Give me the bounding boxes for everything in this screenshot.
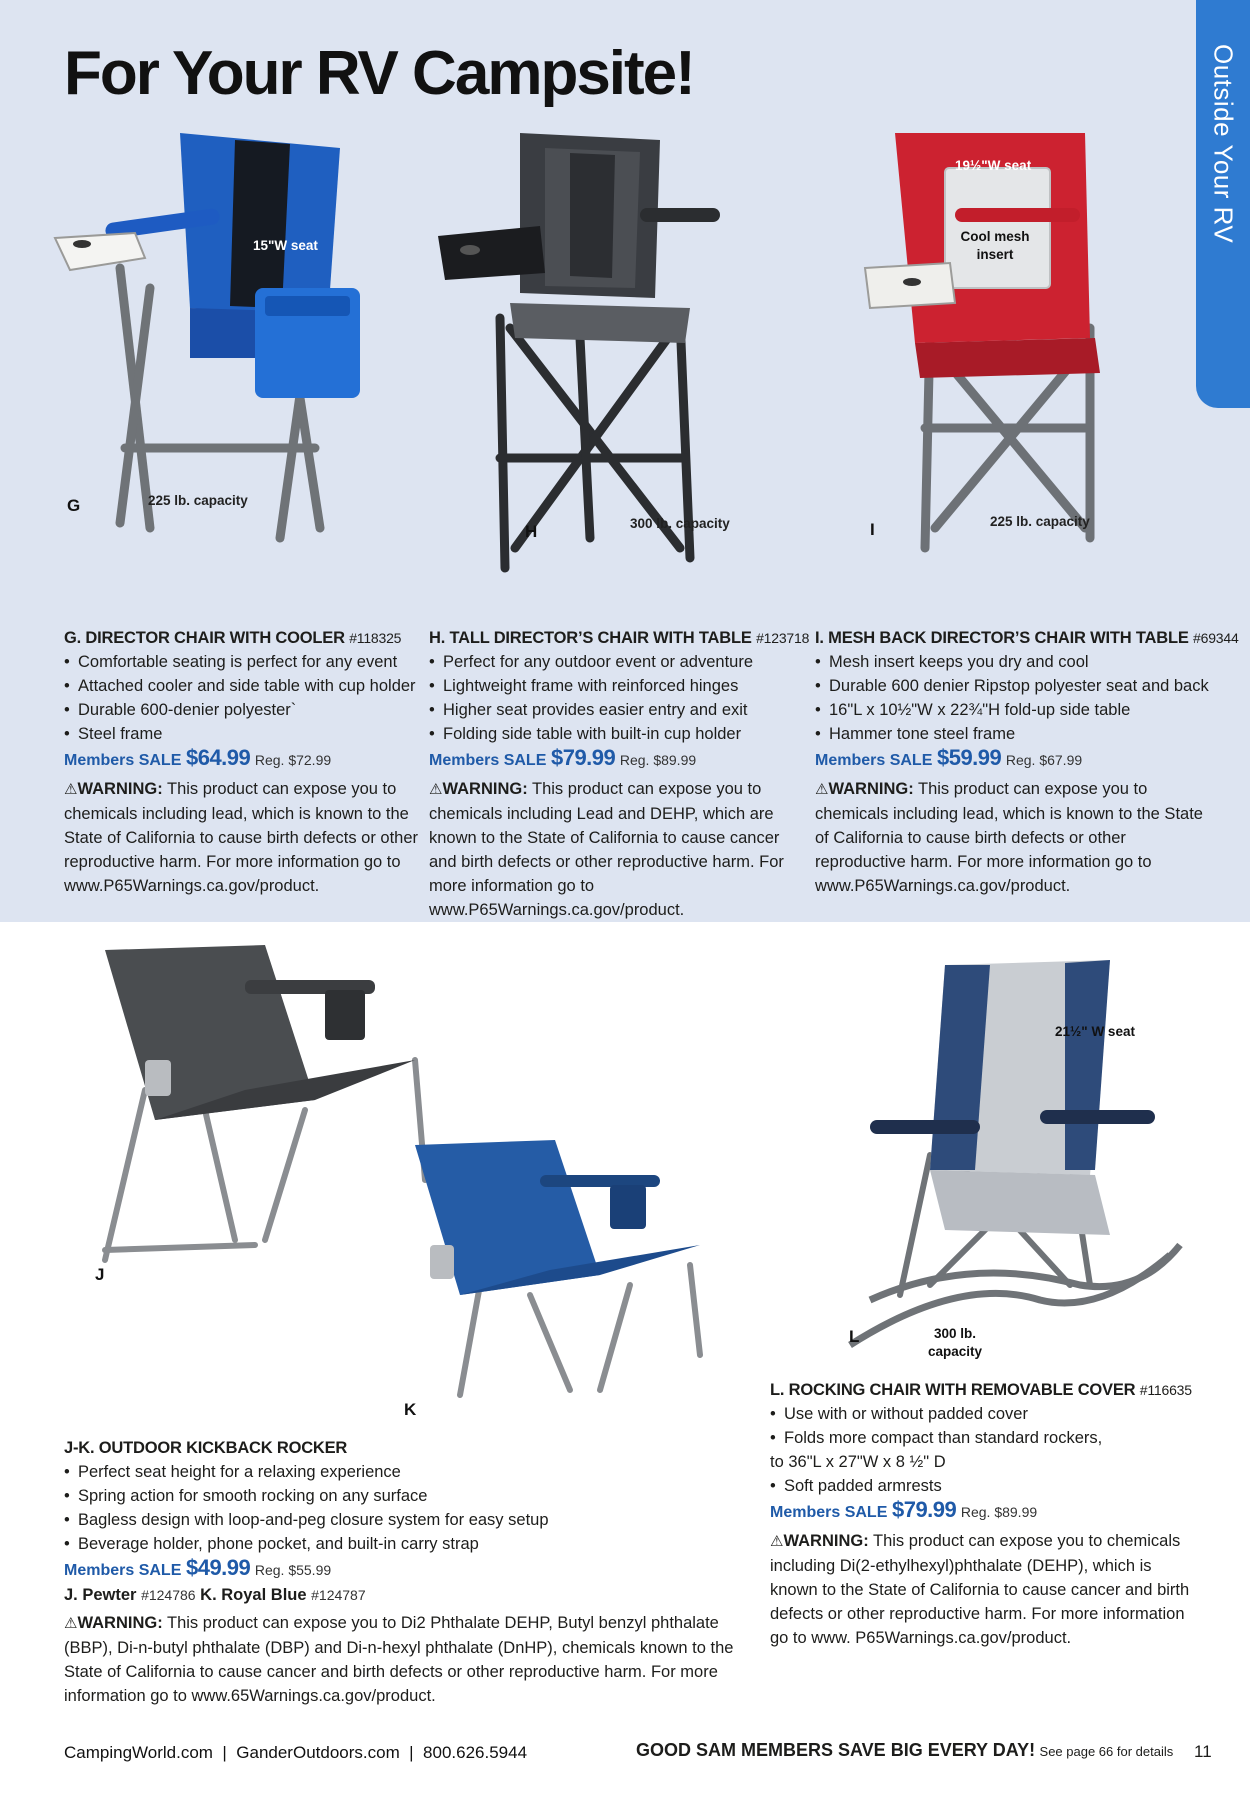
warning-text: This product can expose you to chemicals including lead, which is known to the State of California to cause birth defects or other reproductive harm. For more information go to www.P65Warnings.ca.gov/product. (815, 780, 1203, 895)
chair-i-seat-label: 19½"W seat (955, 158, 1032, 173)
regular-price: Reg. $67.99 (1005, 752, 1083, 768)
list-item: • Folding side table with built-in cup holder (429, 722, 809, 746)
regular-price: Reg. $55.99 (254, 1562, 332, 1578)
regular-price: Reg. $72.99 (254, 752, 332, 768)
variant-k-sku: #124787 (311, 1587, 366, 1603)
list-item: • Higher seat provides easier entry and exit (429, 698, 809, 722)
sale-price: $79.99 (891, 1497, 957, 1522)
chair-h-image (430, 128, 810, 578)
product-i-info (815, 626, 1239, 898)
sale-price: $49.99 (185, 1555, 251, 1580)
list-item: • Durable 600-denier polyester` (64, 698, 444, 722)
side-tab-label: Outside Your RV (1208, 44, 1239, 244)
list-item: • Lightweight frame with reinforced hinges (429, 674, 809, 698)
members-sale-label: Members SALE (64, 752, 182, 769)
chair-k-image (400, 1135, 730, 1405)
chair-h-letter: H (525, 522, 538, 541)
footer-links: CampingWorld.com | GanderOutdoors.com | 800.626.5944 (64, 1743, 528, 1762)
warning-label: WARNING: (77, 1614, 163, 1632)
warning-label: WARNING: (442, 780, 528, 798)
product-i-sku: #69344 (1193, 630, 1239, 646)
footer-tagline: GOOD SAM MEMBERS SAVE BIG EVERY DAY! (636, 1740, 1036, 1760)
warning-icon: ⚠ (64, 781, 78, 798)
product-jk-warning (64, 1611, 744, 1708)
warning-text: This product can expose you to chemicals including Di(2-ethylhexyl)phthalate (DEHP), which is known to the State of California to cause cancer and birth defects or other reproductive harm. For more information go to www. P65Warnings.ca.gov/product. (770, 1532, 1190, 1647)
footer-details: See page 66 for details (1039, 1744, 1174, 1759)
variant-j-sku: #124786 (141, 1587, 196, 1603)
product-g-title: G. DIRECTOR CHAIR WITH COOLER (64, 629, 345, 647)
chair-l-seat-label: 21½" W seat (1055, 1024, 1135, 1039)
product-i-price (815, 746, 1215, 773)
warning-icon: ⚠ (770, 1533, 784, 1550)
product-l-info (770, 1378, 1210, 1650)
warning-icon: ⚠ (64, 1615, 78, 1632)
chair-l-image (840, 955, 1200, 1375)
product-jk-variants (64, 1583, 754, 1607)
warning-icon: ⚠ (815, 781, 829, 798)
product-l-sku: #116635 (1139, 1382, 1192, 1398)
warning-label: WARNING: (783, 1532, 869, 1550)
product-i-title: I. MESH BACK DIRECTOR’S CHAIR WITH TABLE (815, 629, 1189, 647)
list-item: • Hammer tone steel frame (815, 722, 1215, 746)
chair-k-letter: K (404, 1400, 417, 1419)
list-item: • Use with or without padded cover (770, 1402, 1210, 1426)
chair-h-capacity: 300 lb. capacity (630, 516, 730, 531)
product-jk-title: J-K. OUTDOOR KICKBACK ROCKER (64, 1439, 348, 1457)
product-g-sku: #118325 (349, 630, 402, 646)
page-title: For Your RV Campsite! (64, 39, 694, 108)
side-tab-label-wrap (1196, 0, 1250, 408)
product-l-title: L. ROCKING CHAIR WITH REMOVABLE COVER (770, 1381, 1136, 1399)
chair-g-letter: G (67, 496, 81, 515)
list-item: • Beverage holder, phone pocket, and built-in carry strap (64, 1532, 754, 1556)
regular-price: Reg. $89.99 (619, 752, 697, 768)
warning-icon: ⚠ (429, 781, 443, 798)
list-item: • Attached cooler and side table with cup holder (64, 674, 444, 698)
chair-l-letter: L (849, 1327, 860, 1346)
product-i-bullets (815, 650, 1215, 746)
sale-price: $64.99 (185, 745, 251, 770)
product-h-sku: #123718 (756, 630, 810, 646)
product-g-info (64, 626, 444, 898)
page-number: 11 (1194, 1742, 1212, 1761)
regular-price: Reg. $89.99 (960, 1504, 1038, 1520)
members-sale-label: Members SALE (64, 1562, 182, 1579)
product-h-warning (429, 777, 804, 922)
warning-text: This product can expose you to Di2 Phthalate DEHP, Butyl benzyl phthalate (BBP), Di-n-butyl phthalate (DBP) and Di-n-hexyl phthalate (DnHP), chemicals known to the State of California to cause cancer and birth defects or other reproductive harm. For more information go to www.65Warnings.ca.gov/product. (64, 1614, 734, 1705)
list-item: • Soft padded armrests (770, 1474, 1210, 1498)
warning-text: This product can expose you to chemicals including lead, which is known to the State of California to cause birth defects or other reproductive harm. For more information go to www.P65Warnings.ca.gov/product. (64, 780, 419, 895)
chair-j-letter: J (95, 1265, 105, 1284)
list-item: • Bagless design with loop-and-peg closure system for easy setup (64, 1508, 754, 1532)
variant-k: K. Royal Blue (200, 1586, 307, 1604)
chair-g-image (50, 128, 380, 548)
list-item: • Perfect for any outdoor event or adventure (429, 650, 809, 674)
members-sale-label: Members SALE (429, 752, 547, 769)
list-item: • Spring action for smooth rocking on any surface (64, 1484, 754, 1508)
chair-l-capacity: 300 lb. capacity (927, 1326, 983, 1359)
chair-i-capacity: 225 lb. capacity (990, 514, 1090, 529)
product-h-info (429, 626, 809, 922)
warning-label: WARNING: (828, 780, 914, 798)
product-g-bullets (64, 650, 444, 746)
chair-g-capacity: 225 lb. capacity (148, 493, 248, 508)
members-sale-label: Members SALE (770, 1504, 888, 1521)
product-jk-price (64, 1556, 754, 1583)
footer-tagline-wrap (636, 1740, 1173, 1761)
chair-i-image (860, 128, 1130, 558)
product-h-price (429, 746, 809, 773)
list-item: • 16"L x 10½"W x 22¾"H fold-up side table (815, 698, 1215, 722)
chair-g-seat-label: 15"W seat (253, 238, 318, 253)
variant-j: J. Pewter (64, 1586, 137, 1604)
product-jk-bullets (64, 1460, 754, 1556)
chair-i-letter: I (870, 520, 875, 539)
list-item: • Mesh insert keeps you dry and cool (815, 650, 1215, 674)
list-item: • Perfect seat height for a relaxing experience (64, 1460, 754, 1484)
warning-label: WARNING: (77, 780, 163, 798)
product-l-bullets (770, 1402, 1210, 1498)
list-item: • Comfortable seating is perfect for any event (64, 650, 444, 674)
members-sale-label: Members SALE (815, 752, 933, 769)
sale-price: $59.99 (936, 745, 1002, 770)
product-l-price (770, 1498, 1210, 1525)
product-h-bullets (429, 650, 809, 746)
product-jk-info (64, 1436, 754, 1708)
product-g-price (64, 746, 444, 773)
chair-i-mesh-label: Cool mesh insert (960, 229, 1030, 262)
product-g-warning (64, 777, 434, 898)
product-h-title: H. TALL DIRECTOR’S CHAIR WITH TABLE (429, 629, 752, 647)
sale-price: $79.99 (550, 745, 616, 770)
product-i-warning (815, 777, 1210, 898)
list-item: • Steel frame (64, 722, 444, 746)
product-l-warning (770, 1529, 1200, 1650)
warning-text: This product can expose you to chemicals including Lead and DEHP, which are known to the State of California to cause cancer and birth defects or other reproductive harm. For more information go to www.P65Warnings.ca.gov/product. (429, 780, 784, 919)
list-item: • Folds more compact than standard rockers, to 36"L x 27"W x 8 ½" D (770, 1426, 1110, 1474)
list-item: • Durable 600 denier Ripstop polyester seat and back (815, 674, 1215, 698)
